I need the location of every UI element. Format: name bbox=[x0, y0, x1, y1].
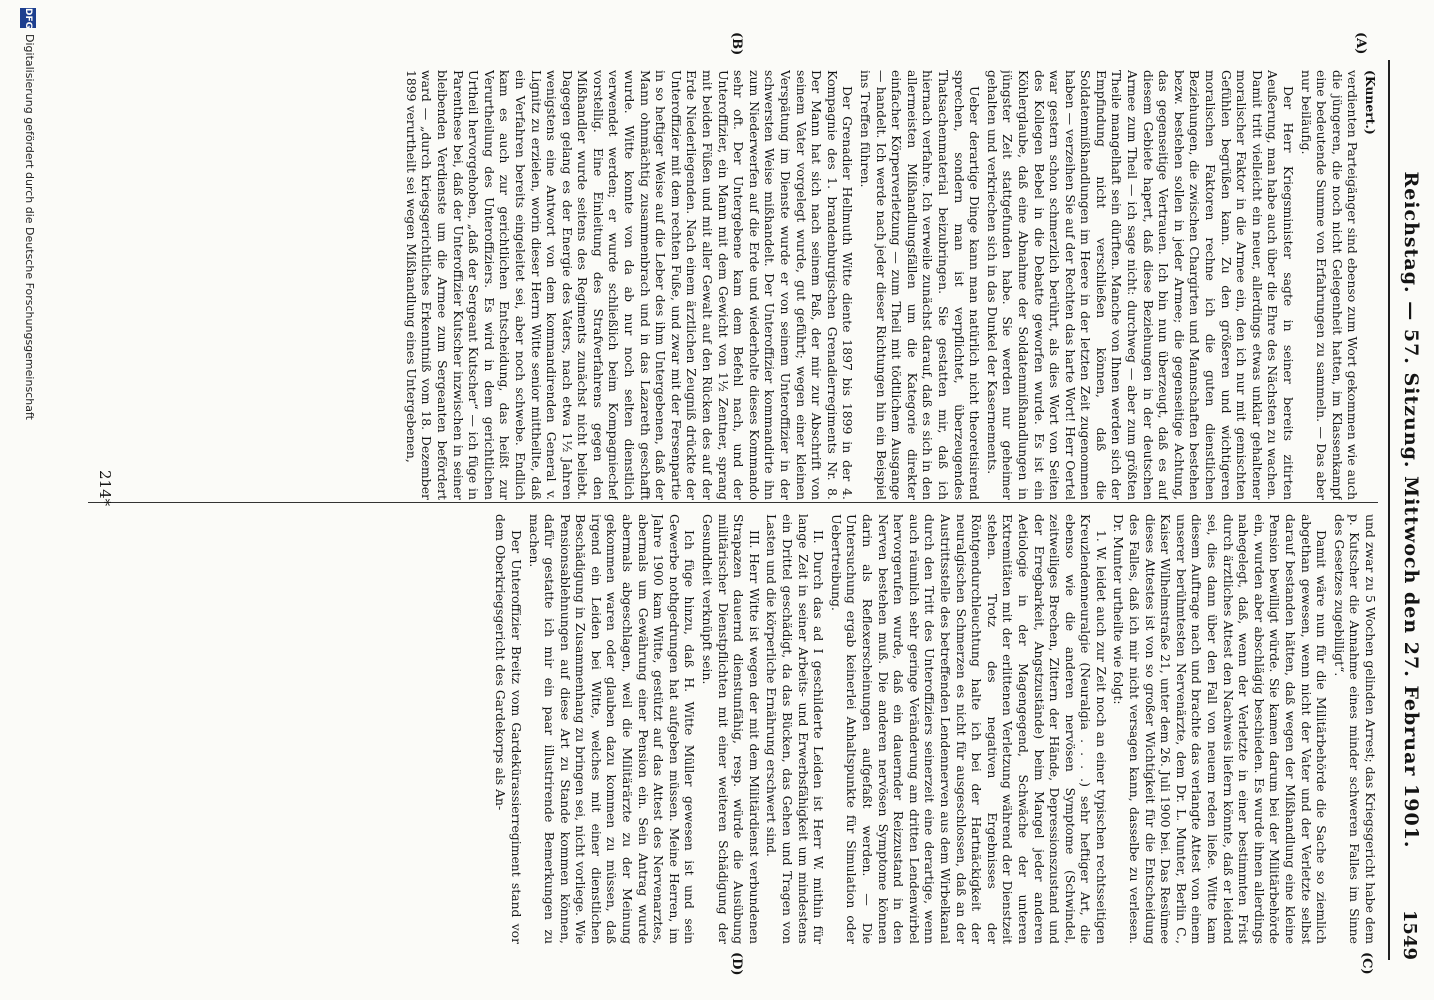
footer-credit: Digitalisierung gefördert durch die Deutsche Forschungsgemeinschaft bbox=[23, 34, 36, 420]
margin-label-c: (C) bbox=[1359, 952, 1374, 975]
signature-mark: 214* bbox=[96, 470, 114, 507]
paragraph: Ich füge hinzu, daß H. Witte Müller gewesen ist und sein Gewerbe nothgedrungen hat aufgeben müssen. Meine Herren, im Jahre 1900 kam Witte, gestützt auf das Attest des Nervenarztes, abermals um Gewährung einer Pension ein. Sein Antrag wurde abermals abgeschlagen, weil die Militärärzte zu der Meinung gekommen waren oder glauben dazu kommen zu müssen, daß irgend ein Leiden bei Witte, welches mit einer dienstlichen Beschädigung in Zusammenhang zu bringen sei, nicht vorliege. Wie Pensionsablehnungen auf diese Art zu Stande kommen können, dafür gestatte ich mir ein paar illustrirende Bemerkungen zu machen. bbox=[526, 514, 698, 944]
numbered-paragraph: II. Durch das ad I geschilderte Leiden ist Herr W. mithin für lange Zeit in seiner Arbeits- und Erwerbsfähigkeit um mindestens ein Drittel geschädigt, da das Bücken, das Gehen und Tragen von Lasten und die körperliche Ernährung erschwert sind. bbox=[764, 514, 827, 944]
footer bbox=[12, 0, 42, 1000]
margin-label-b: (B) bbox=[729, 32, 744, 56]
paragraph: verdienten Parteigänger sind ebenso zum Wort gekommen wie auch die jüngeren, die noch nicht Gelegenheit hatten, im Klassenkampf eine bedeutende Summe von Erfahrungen zu sammeln. — Das aber nur beiläufig. bbox=[1298, 70, 1361, 500]
page-title: Reichstag. — 57. Sitzung. Mittwoch den 27. Februar 1901. bbox=[1400, 171, 1422, 849]
paragraph: Damit wäre nun für die Militärbehörde die Sache so ziemlich abgethan gewesen, wenn nicht der Vater und der Verletzte selbst darauf bestanden hätten, daß wegen der Mißhandlung eine kleine Pension bewilligt würde. Sie kamen darum bei der Militärbehörde ein, wurden aber abschlägig beschieden. Es wurde ihnen allerdings nahegelegt, daß, wenn der Verletzte in einer bestimmten Frist durch ärztliches Attest den Nachweis liefern könnte, daß er leidend sei, dies dann über den Fall von neuem reden ließe. Witte kam diesem Auftrage nach und brachte das verlangte Attest von einem unserer berühmtesten Nervenärzte, dem Dr. L. Munter, Berlin C., Kaiser Wilhelmstraße 21, unter dem 26. Juli 1900 bei. Das Resümee dieses Attestes ist von so großer Wichtigkeit für die Entscheidung des Falles, daß ich mir nicht versagen kann, dasselbe zu verlesen. Dr. Munter urtheilte wie folgt: bbox=[1111, 514, 1330, 944]
margin-label-d: (D) bbox=[729, 952, 744, 976]
numbered-paragraph: III. Herr Witte ist wegen der mit dem Militärdienst verbundenen Strapazen dauernd dienstunfähig, resp. würde die Ausübung militärischer Dienstpflichten mit einer weiteren Schädigung der Gesundheit verknüpft sein. bbox=[700, 514, 762, 944]
paragraph: Der Herr Kriegsminister sagte in seiner bereits zitirten Aeußerung, man habe auch über die Ehre des Nächsten zu wachen. Damit tritt vielleicht ein neuer, allerdings etwas unklar gehaltener moralischer Faktor in die Armee ein, den ich nur mit gemischten Gefühlen begrüßen kann. Zu den größeren und wichtigeren moralischen Faktoren rechne ich die guten dienstlichen Beziehungen, die zwischen Chargirten und Mannschaften bestehen bezw. bestehen sollen in jeder Armee; die gegenseitige Achtung, das gegenseitige Vertrauen. Ich bin nun überzeugt, daß es auf diesem Gebiete hapert, daß diese Beziehungen in der deutschen Armee zum Theil — ich sage nicht: durchweg — aber zum größten Theile mangelhaft sein dürften. Manche von Ihnen werden sich der Empfindung nicht verschließen können, daß die Soldatenmißhandlungen im Heere in der letzten Zeit zugenommen haben — verzeihen Sie auf der Rechten das harte Wort! Herr Oertel war gestern schon schmerzlich berührt, als dies Wort von Seiten des Kollegen Bebel in die Debatte geworfen wurde. Es ist ein Köhlerglaube, daß eine Abnahme der Soldatenmißhandlungen in jüngster Zeit stattgefunden habe. Sie werden nur geheimer gehalten und verkriechen sich in das Dunkel der Kasernements. bbox=[984, 70, 1297, 500]
speaker-label: (Kunert.) bbox=[1363, 70, 1378, 135]
margin-label-a: (A) bbox=[1353, 32, 1368, 55]
left-text-column bbox=[78, 70, 1378, 500]
page-number: 1549 bbox=[1399, 909, 1420, 960]
dfg-logo: DFG bbox=[20, 8, 36, 28]
header-rule bbox=[1388, 60, 1390, 960]
page-header bbox=[1390, 60, 1424, 960]
right-text-column bbox=[78, 514, 1378, 944]
paragraph: Der Unteroffizier Breitz vom Gardekürassierregiment stand vor dem Oberkriegsgericht des Gardekorps als An- bbox=[493, 514, 524, 944]
paragraph: und zwar zu 5 Wochen gelinden Arrest; das Kriegsgericht habe dem p. Kutscher die Annahme eines minder schweren Falles im Sinne des Gesetzes zugebilligt“. bbox=[1331, 514, 1378, 944]
numbered-paragraph: 1. W. leidet auch zur Zeit noch an einer typischen rechtsseitigen Kreuzlendenneuralgie (Neuralgia . . . .) sehr heftiger Art, die ebenso wie die anderen nervösen Symptome (Schwindel, zeitweiliges Brechen, Zittern der Hände, Depressionszustand und der Erregbarkeit, Angstzustände) beim Mangel jeder anderen Aetiologie in der Magengegend, Schwäche der unteren Extremitäten mit der erlittenen Verletzung während der Dienstzeit stehen. Trotz des negativen Ergebnisses der Röntgendurchleuchtung halte ich bei der Hartnäckigkeit der neuralgischen Schmerzen es nicht für ausgeschlossen, daß an der Austrittsstelle des betreffenden Lendennerven aus dem Wirbelkanal durch den Tritt des Unteroffiziers seinerzeit eine derartige, wenn auch räumlich sehr geringe Veränderung am dritten Lendenwirbel hervorgerufen wurde, daß ein dauernder Reizzustand in den Nerven bestehen muß. Die anderen nervösen Symptome können darin als Reflexerscheinungen aufgefaßt werden. — Die Untersuchung ergab keinerlei Anhaltspunkte für Simulation oder Uebertreibung. bbox=[828, 514, 1109, 944]
paragraph: Der Grenadier Hellmuth Witte diente 1897 bis 1899 in der 4. Kompagnie des 1. brandenburgischen Grenadierregiments Nr. 8. Der Mann hat sich nach seinem Paß, der mir zur Abschrift von seinem Vater vorgelegt wurde, gut geführt; wegen einer kleinen Verspätung im Dienste wurde er von seinem Unteroffizier in der schwersten Weise mißhandelt. Der Unteroffizier kommandirte ihn zum Niederwerfen auf die Erde und wiederholte dieses Kommando sehr oft. Der Untergebene kam dem Befehl nach, und der Unteroffizier, ein Mann mit dem Gewicht von 1½ Zentner, sprang mit beiden Füßen und mit aller Gewalt auf den Rücken des auf der Erde Niederliegenden. Nach einem ärztlichen Zeugniß drückte der Unteroffizier mit dem rechten Fuße, und zwar mit der Fersenpartie in so heftiger Weise auf die Leber des ihm Untergebenen, daß der Mann ohnmächtig zusammenbrach und in das Lazareth geschafft wurde. Witte konnte von da ab nur noch selten dienstlich verwendet werden; er wurde schließlich beim Kompagniechef vorstellig. Eine Einleitung des Strafverfahrens gegen den Mißhandler wurde seitens des Regiments zunächst nicht beliebt. Dagegen gelang es der Energie des Vaters, nach etwa 1½ Jahren wenigstens eine Antwort von dem kommandirenden General v. Lignitz zu erzielen, worin dieser Herrn Witte senior mittheilte, daß ein Verfahren bereits eingeleitet sei, aber noch schwebe. Endlich kam es auch zur gerichtlichen Entscheidung, das heißt zur Verurtheilung des Unteroffiziers. Es wird in dem gerichtlichen Urtheil hervorgehoben, „daß der Sergeant Kutscher“ — ich füge in Parenthese bei, daß der Unteroffizier Kutscher inzwischen in seiner bleibenden Verdienste um die Armee zum Sergeanten befördert ward — „durch kriegsgerichtliches Erkenntniß vom 18. Dezember 1899 verurtheilt sei wegen Mißhandlung eines Untergebenen, bbox=[403, 70, 856, 500]
column-separator bbox=[88, 502, 1378, 503]
paragraph: Ueber derartige Dinge kann man natürlich nicht theoretisirend sprechen, sondern man ist verpflichtet, überzeugendes Thatsachenmaterial beizubringen. Sie gestatten mir, daß ich hiernach verfahre. Ich verweile zunächst darauf, daß es sich in den allermeisten Mißhandlungsfällen um die Kategorie direkter einfacher Körperverletzung — zum Theil mit tödtlichem Ausgange — handelt. Ich werde nach jeder dieser Richtungen hin ein Beispiel ins Treffen führen. bbox=[858, 70, 983, 500]
